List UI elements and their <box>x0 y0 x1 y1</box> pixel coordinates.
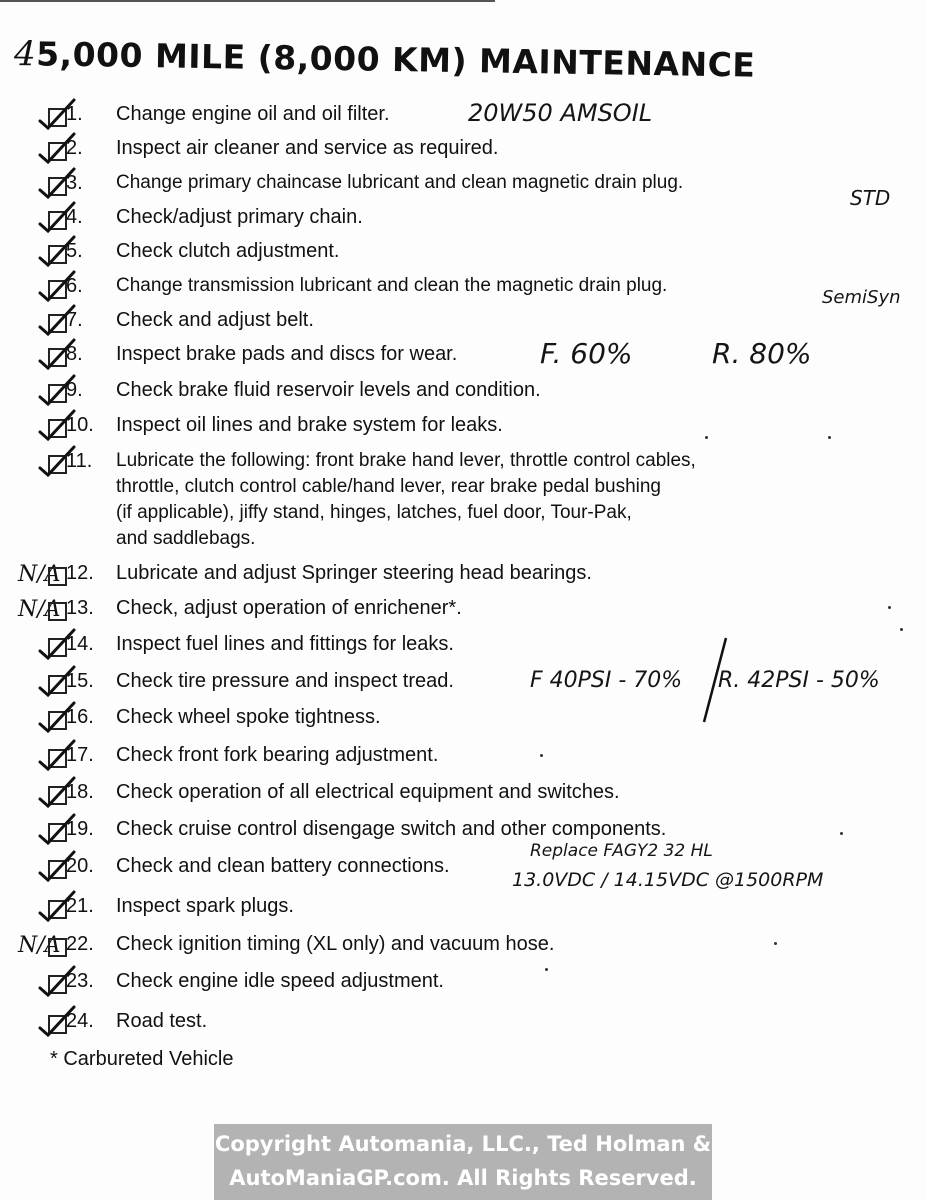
title-text: 5,000 MILE (8,000 KM) MAINTENANCE <box>35 34 756 85</box>
list-item <box>0 818 926 848</box>
page-title <box>14 34 756 86</box>
item-number: 24. <box>66 1010 94 1032</box>
item-number: 14. <box>66 633 94 655</box>
list-item <box>0 744 926 774</box>
list-item <box>0 337 926 373</box>
scan-speck <box>705 436 708 439</box>
item-number: 4. <box>66 206 83 228</box>
list-item <box>0 970 926 1000</box>
scan-speck <box>540 754 543 757</box>
list-item <box>0 597 926 627</box>
copyright-line-1: Copyright Automania, LLC., Ted Holman & <box>214 1132 712 1156</box>
item-number: 1. <box>66 103 83 125</box>
item-text: Check front fork bearing adjustment. <box>116 744 439 766</box>
item-text: Check tire pressure and inspect tread. <box>116 670 454 692</box>
list-item <box>0 670 926 700</box>
copyright-line-2: AutoManiaGP.com. All Rights Reserved. <box>229 1166 697 1190</box>
item-text: Lubricate the following: front brake hand lever, throttle control cables, <box>116 450 696 471</box>
item-number: 6. <box>66 275 83 297</box>
list-item <box>0 379 926 409</box>
copyright-watermark <box>214 1124 712 1200</box>
item-text: Inspect air cleaner and service as required. <box>116 137 499 159</box>
item-text: Change primary chaincase lubricant and clean magnetic drain plug. <box>116 172 684 193</box>
item-number: 20. <box>66 855 94 877</box>
handwritten-note: 20W50 AMSOIL <box>468 99 653 127</box>
list-item <box>0 275 926 308</box>
list-item <box>0 450 926 550</box>
scan-speck <box>888 606 891 609</box>
item-text: Lubricate and adjust Springer steering head bearings. <box>116 562 592 584</box>
item-text: Check cruise control disengage switch and other components. <box>116 818 667 840</box>
item-text: Check and adjust belt. <box>116 309 314 331</box>
item-text: Road test. <box>116 1010 208 1032</box>
item-text: Inspect brake pads and discs for wear. <box>116 343 458 365</box>
item-text-line: throttle, clutch control cable/hand lever, rear brake pedal bushing <box>116 476 661 497</box>
list-item <box>0 414 926 444</box>
handwritten-note-front: F. 60% <box>540 337 633 370</box>
list-item <box>0 633 926 663</box>
item-text: Check/adjust primary chain. <box>116 206 363 228</box>
item-number: 18. <box>66 781 94 803</box>
na-mark: N/A <box>18 933 61 958</box>
item-number: 22. <box>66 933 94 955</box>
item-number: 15. <box>66 670 94 692</box>
list-item <box>0 841 926 891</box>
item-text: Check and clean battery connections. <box>116 855 450 877</box>
handwritten-note: SemiSyn <box>822 287 901 308</box>
item-number: 12. <box>66 562 94 584</box>
item-text: Inspect spark plugs. <box>116 895 294 917</box>
list-item <box>0 99 926 133</box>
item-text: Check clutch adjustment. <box>116 240 340 262</box>
list-item <box>0 895 926 925</box>
title-handwritten-digit: 4 <box>13 34 37 75</box>
item-number: 21. <box>66 895 94 917</box>
list-item <box>0 206 926 236</box>
handwritten-note: STD <box>850 186 891 210</box>
list-item <box>0 1010 926 1040</box>
checkbox[interactable] <box>48 567 67 586</box>
list-item <box>0 240 926 270</box>
list-item <box>0 706 926 736</box>
scan-speck <box>774 942 777 945</box>
item-text: Check wheel spoke tightness. <box>116 706 381 728</box>
item-text: Check operation of all electrical equipment and switches. <box>116 781 620 803</box>
list-item <box>0 172 926 210</box>
item-number: 19. <box>66 818 94 840</box>
list-item <box>0 309 926 339</box>
scan-speck <box>900 628 903 631</box>
item-number: 17. <box>66 744 94 766</box>
scan-speck <box>840 832 843 835</box>
checkbox[interactable] <box>48 602 67 621</box>
item-text: Check brake fluid reservoir levels and condition. <box>116 379 541 401</box>
item-number: 2. <box>66 137 83 159</box>
item-number: 13. <box>66 597 94 619</box>
scan-speck <box>828 436 831 439</box>
item-number: 3. <box>66 172 83 194</box>
item-text: Inspect oil lines and brake system for leaks. <box>116 414 503 436</box>
item-number: 9. <box>66 379 83 401</box>
handwritten-note-front: F 40PSI - 70% <box>530 668 683 693</box>
item-text: Change transmission lubricant and clean the magnetic drain plug. <box>116 275 668 296</box>
list-item <box>0 781 926 811</box>
item-number: 5. <box>66 240 83 262</box>
item-text: Inspect fuel lines and fittings for leaks. <box>116 633 454 655</box>
item-text-line: (if applicable), jiffy stand, hinges, latches, fuel door, Tour-Pak, <box>116 502 632 523</box>
handwritten-note-rear: R. 80% <box>712 337 812 370</box>
list-item <box>0 137 926 167</box>
na-mark: N/A <box>18 562 61 587</box>
item-number: 23. <box>66 970 94 992</box>
top-rule <box>0 0 495 2</box>
item-number: 7. <box>66 309 83 331</box>
item-text: Change engine oil and oil filter. <box>116 103 390 125</box>
item-number: 16. <box>66 706 94 728</box>
handwritten-note-rear: R. 42PSI - 50% <box>718 668 880 693</box>
item-number: 8. <box>66 343 83 365</box>
item-text: Check ignition timing (XL only) and vacuum hose. <box>116 933 555 955</box>
item-text-line: and saddlebags. <box>116 528 256 549</box>
checkbox[interactable] <box>48 938 67 957</box>
scan-speck <box>545 968 548 971</box>
item-number: 10. <box>66 414 94 436</box>
item-number: 11. <box>66 450 93 472</box>
footnote: * Carbureted Vehicle <box>50 1048 234 1070</box>
na-mark: N/A <box>18 597 61 622</box>
handwritten-note-voltage: 13.0VDC / 14.15VDC @1500RPM <box>512 869 824 891</box>
item-text: Check, adjust operation of enrichener*. <box>116 597 462 619</box>
item-text: Check engine idle speed adjustment. <box>116 970 444 992</box>
handwritten-note: Replace FAGY2 32 HL <box>530 841 713 861</box>
list-item <box>0 933 926 963</box>
list-item <box>0 562 926 592</box>
